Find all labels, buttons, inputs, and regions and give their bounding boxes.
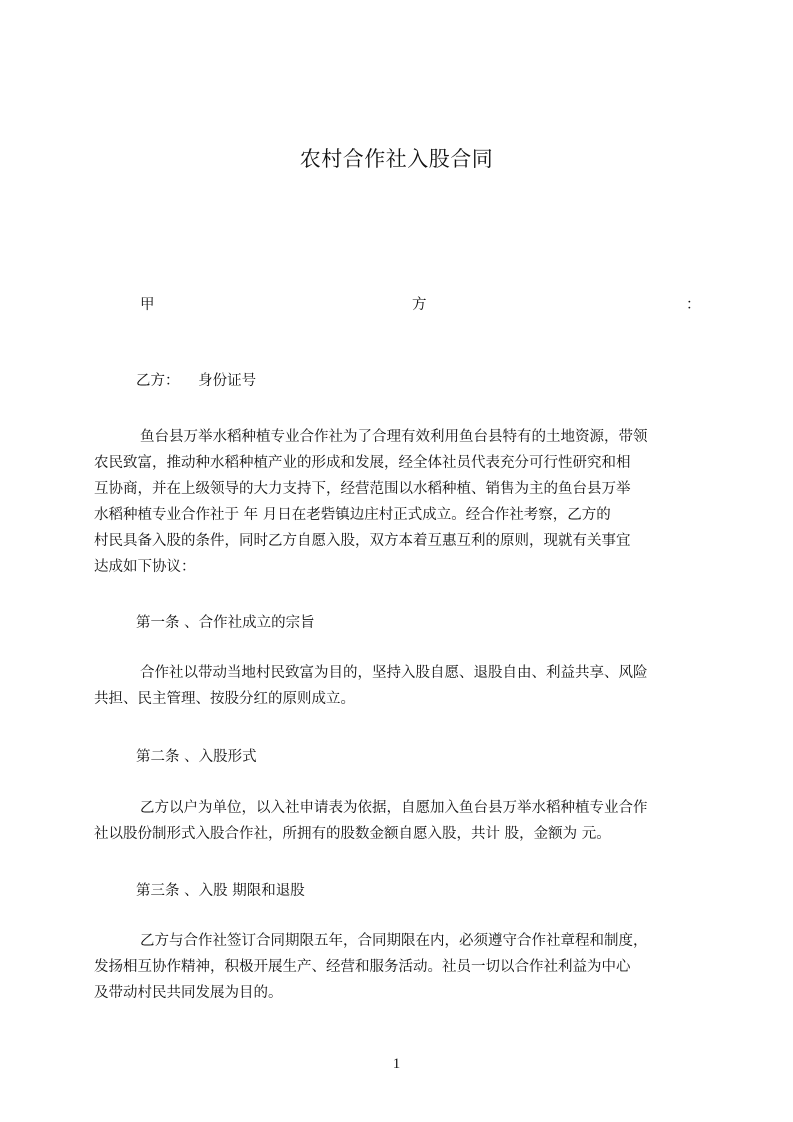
party-b-row xyxy=(136,372,256,390)
intro-line: 村民具备入股的条件，同时乙方自愿入股，双方本着互惠互利的原则，现就有关事宜 xyxy=(94,533,631,549)
article-3-line: 及带动村民共同发展为目的。 xyxy=(94,985,283,1001)
article-1-line: 共担、民主管理、按股分红的原则成立。 xyxy=(94,691,355,707)
intro-line: 达成如下协议： xyxy=(94,559,196,575)
page-number: 1 xyxy=(392,1056,401,1072)
party-a-row xyxy=(140,293,700,313)
article-1-line: 合作社以带动当地村民致富为目的，坚持入股自愿、退股自由、利益共享、风险 xyxy=(140,665,648,681)
party-b-label: 乙方： xyxy=(136,373,180,389)
page-title: 农村合作社入股合同 xyxy=(299,147,494,171)
article-3-line: 发扬相互协作精神，积极开展生产、经营和服务活动。社员一切以合作社利益为中心 xyxy=(94,959,631,975)
article-2-line: 乙方以户为单位，以入社申请表为依据，自愿加入鱼台县万举水稻种植专业合作 xyxy=(140,800,648,816)
article-2-heading: 第二条 、入股形式 xyxy=(136,749,257,765)
intro-line: 互协商，并在上级领导的大力支持下，经营范围以水稻种植、销售为主的鱼台县万举 xyxy=(94,481,631,497)
article-3-heading: 第三条 、入股 期限和退股 xyxy=(136,883,305,899)
intro-line: 农民致富，推动种水稻种植产业的形成和发展，经全体社员代表充分可行性研究和相 xyxy=(94,455,631,471)
party-b-id-label: 身份证号 xyxy=(198,373,257,389)
party-a-char2: 方 xyxy=(412,297,427,313)
article-3-line: 乙方与合作社签订合同期限五年，合同期限在内，必须遵守合作社章程和制度， xyxy=(140,933,648,949)
intro-line: 水稻种植专业合作社于 年 月日在老砦镇边庄村正式成立。经合作社考察，乙方的 xyxy=(94,507,611,523)
intro-line: 鱼台县万举水稻种植专业合作社为了合理有效利用鱼台县特有的土地资源，带领 xyxy=(140,429,648,445)
party-a-char1: 甲 xyxy=(140,297,155,313)
article-2-line: 社以股份制形式入股合作社，所拥有的股数金额自愿入股，共计 股，金额为 元。 xyxy=(94,826,611,842)
article-1-heading: 第一条 、合作社成立的宗旨 xyxy=(136,615,315,631)
party-a-colon: ： xyxy=(686,297,701,313)
